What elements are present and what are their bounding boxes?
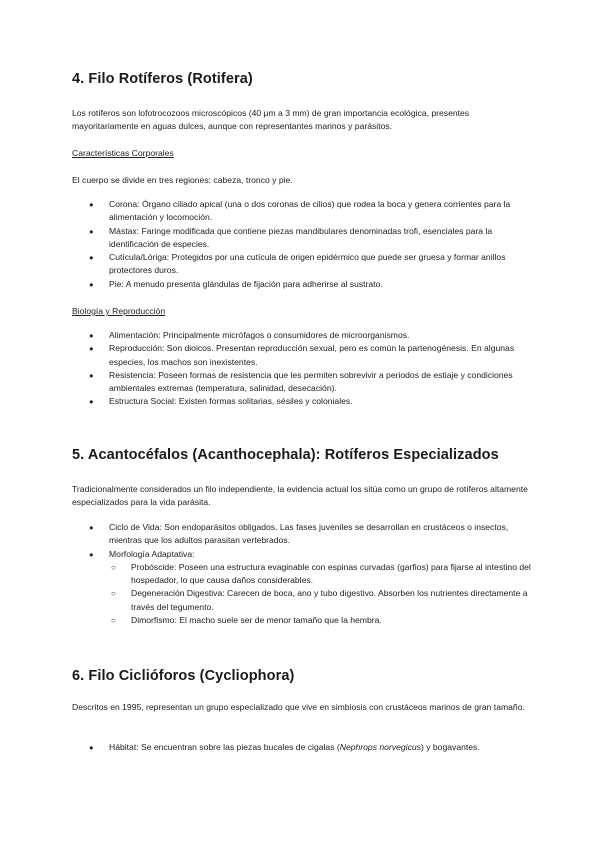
section-6-intro: Descritos en 1995, representan un grupo especializado que vive en simbiosis con crustáceos marinos de gran tamaño. [72, 702, 525, 712]
section-5-list [89, 521, 531, 627]
circle-bullet-icon: ○ [111, 616, 116, 626]
bullet-icon: ● [89, 331, 94, 340]
nested-list-item: ○ Probóscide: Poseen una estructura evaginable con espinas curvadas (garfios) para fijarse al intestino del hospedador, lo que causa daños considerables. [111, 561, 531, 586]
circle-bullet-icon: ○ [111, 562, 116, 572]
list-item: ● Pie: A menudo presenta glándulas de fijación para adherirse al sustrato. [109, 278, 531, 291]
bullet-icon: ● [89, 279, 94, 289]
list-item: ● Alimentación: Principalmente micrófagos o consumidores de microorganismos. [109, 329, 531, 342]
nested-list [111, 561, 531, 627]
bullet-icon: ● [89, 253, 94, 263]
circle-bullet-icon: ○ [111, 589, 116, 599]
list-item: ● Ciclo de Vida: Son endoparásitos obligados. Las fases juveniles se desarrollan en crustáceos o insectos, mientras que los adultos parasitan vertebrados. [89, 522, 509, 546]
list-item: ● Hábitat: Se encuentran sobre las piezas bucales de cigalas (Nephrops norvegicus) y bogavantes. [109, 741, 531, 754]
bullet-icon: ● [89, 200, 94, 209]
list-item: ● Mástax: Faringe modificada que contiene piezas mandibulares denominadas trofi, esenciales para la identificación de especies. [89, 225, 493, 249]
list-item: ● Morfología Adaptativa: ○ Probóscide: Poseen una estructura evaginable con espinas curvadas (garfios) para fijarse al intestino del hospedador, lo que causa daños considerables. ○ Degeneración Digestiva: Carecen de boca, ano y tubo digestivo. Absorben los nutrientes directamente a través del tegumento. ○ Dimorfismo: El macho suele ser de menor tamaño que la hembra. [109, 548, 531, 628]
bullet-icon: ● [89, 344, 94, 354]
list-item: ● Corona: Órgano ciliado apical (una o dos coronas de cilios) que rodea la boca y genera corrientes para la alimentación y locomoción. [89, 199, 511, 223]
list-item: ● Reproducción: Son dioicos. Presentan reproducción sexual, pero es común la partenogénesis. En algunas especies, los machos son inexistentes. [89, 343, 515, 367]
subheading-biology: Biología y Reproducción [72, 306, 166, 316]
nested-list-item: ○ Degeneración Digestiva: Carecen de boca, ano y tubo digestivo. Absorben los nutrientes directamente a través del tegumento. [111, 588, 528, 612]
bullet-icon: ● [89, 743, 94, 752]
subheading-body: Características Corporales [72, 148, 174, 158]
list-item: ● Resistencia: Poseen formas de resistencia que les permiten sobrevivir a periodos de estiaje y condiciones ambientales extremas (temperatura, salinidad, desecación). [89, 369, 513, 394]
nested-list-item: ○ Dimorfismo: El macho suele ser de menor tamaño que la hembra. [131, 614, 531, 627]
bullet-icon: ● [89, 397, 94, 407]
bullet-icon: ● [89, 549, 94, 559]
bullet-icon: ● [89, 523, 94, 532]
section-4-intro: Los rotíferos son lofotrocozoos microscópicos (40 μm a 3 mm) de gran importancia ecológica, presentes mayoritariamente en aguas dulces, aunque con representantes marinos y parásitos. [72, 108, 470, 132]
bullet-icon: ● [89, 226, 94, 236]
species-name: Nephrops norvegicus [339, 742, 421, 752]
section-6-title: 6. Filo Ciclióforos (Cycliophora) [72, 668, 295, 684]
section-6-list [89, 741, 531, 754]
list-item: ● Estructura Social: Existen formas solitarias, sésiles y coloniales. [109, 395, 531, 408]
body-list [89, 198, 531, 291]
bullet-icon: ● [89, 370, 94, 380]
section-5-title: 5. Acantocéfalos (Acanthocephala): Rotíferos Especializados [72, 447, 499, 463]
body-paragraph: El cuerpo se divide en tres regiones: cabeza, tronco y pie. [72, 175, 293, 185]
section-5-intro: Tradicionalmente considerados un filo independiente, la evidencia actual los sitúa como un grupo de rotíferos altamente especializados para la vida parásita. [72, 484, 528, 508]
list-item: ● Cutícula/Lóriga: Protegidos por una cutícula de origen epidérmico que puede ser gruesa y formar anillos protectores duros. [89, 252, 506, 276]
biology-list [89, 329, 531, 409]
section-4-title: 4. Filo Rotíferos (Rotifera) [72, 71, 253, 87]
